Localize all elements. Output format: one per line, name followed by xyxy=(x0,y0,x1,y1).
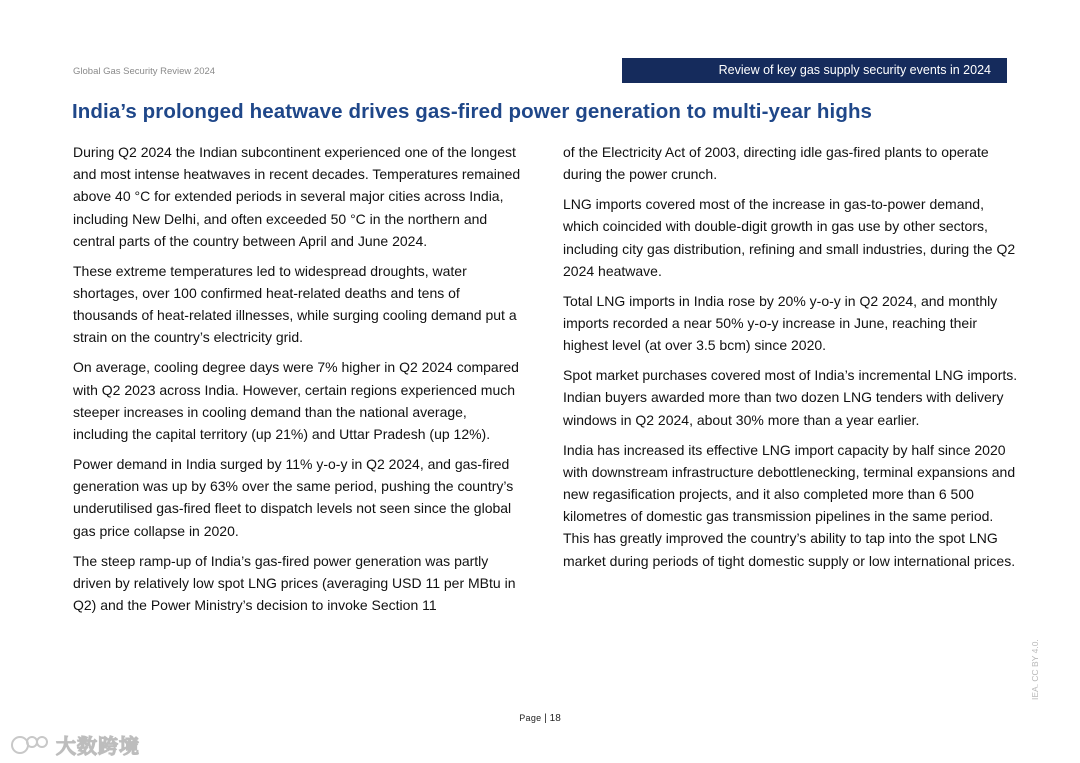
paragraph: Spot market purchases covered most of India’s incremental LNG imports. Indian buyers awarded more than two dozen LNG tenders with delivery windows in Q2 2024, about 30% more than a year earlier. xyxy=(563,367,1018,428)
page-number: 18 xyxy=(549,713,561,724)
paragraph: The steep ramp-up of India’s gas-fired power generation was partly driven by relatively low spot LNG prices (averaging USD 11 per MBtu in Q2) and the Power Ministry’s decision to invoke Section 11 xyxy=(73,552,516,614)
page-title: India’s prolonged heatwave drives gas-fired power generation to multi-year highs xyxy=(72,100,873,123)
left-column xyxy=(73,141,523,624)
page-separator: | xyxy=(544,713,547,724)
section-banner: Review of key gas supply security events in 2024 xyxy=(622,58,1007,83)
paragraph: LNG imports covered most of the increase in gas-to-power demand, which coincided with double-digit growth in gas use by other sectors, including city gas distribution, refining and small industries, during the Q2 2024 heatwave. xyxy=(563,196,1016,279)
paragraph: Power demand in India surged by 11% y-o-y in Q2 2024, and gas-fired generation was up by 63% over the same period, pushing the country’s underutilised gas-fired fleet to dispatch levels not seen since the global gas price collapse in 2020. xyxy=(73,456,514,539)
right-column xyxy=(563,141,1023,580)
paragraph: Total LNG imports in India rose by 20% y-o-y in Q2 2024, and monthly imports recorded a near 50% y-o-y increase in June, reaching their highest level (at over 3.5 bcm) since 2020. xyxy=(563,292,998,354)
page-label: Page xyxy=(519,713,542,723)
page-footer xyxy=(0,713,1080,724)
paragraph: India has increased its effective LNG import capacity by half since 2020 with downstream infrastructure debottlenecking, terminal expansions and new regasification projects, and it also completed more than 6 500 kilometres of domestic gas transmission pipelines in the same period. This has greatly improved the country’s ability to tap into the spot LNG market during periods of tight domestic supply or low international prices. xyxy=(563,441,1016,569)
paragraph: of the Electricity Act of 2003, directing idle gas-fired plants to operate during the power crunch. xyxy=(563,144,989,183)
license-note: IEA. CC BY 4.0. xyxy=(1030,639,1040,700)
paragraph: On average, cooling degree days were 7% higher in Q2 2024 compared with Q2 2023 across India. However, certain regions experienced much steeper increases in cooling demand than the national average, including the capital territory (up 21%) and Uttar Pradesh (up 12%). xyxy=(73,359,519,443)
paragraph: During Q2 2024 the Indian subcontinent experienced one of the longest and most intense heatwaves in recent decades. Temperatures remained above 40 °C for extended periods in several major cities across India, including New Delhi, and often exceeded 50 °C in the northern and central parts of the country between April and June 2024. xyxy=(73,144,521,249)
watermark xyxy=(10,730,140,759)
watermark-logo-icon xyxy=(10,733,50,757)
paragraph: These extreme temperatures led to widespread droughts, water shortages, over 100 confirmed heat-related deaths and tens of thousands of heat-related illnesses, while surging cooling demand put a strain on the country’s electricity grid. xyxy=(73,262,517,346)
publication-title: Global Gas Security Review 2024 xyxy=(73,66,216,77)
watermark-text: 大数跨境 xyxy=(56,736,140,758)
